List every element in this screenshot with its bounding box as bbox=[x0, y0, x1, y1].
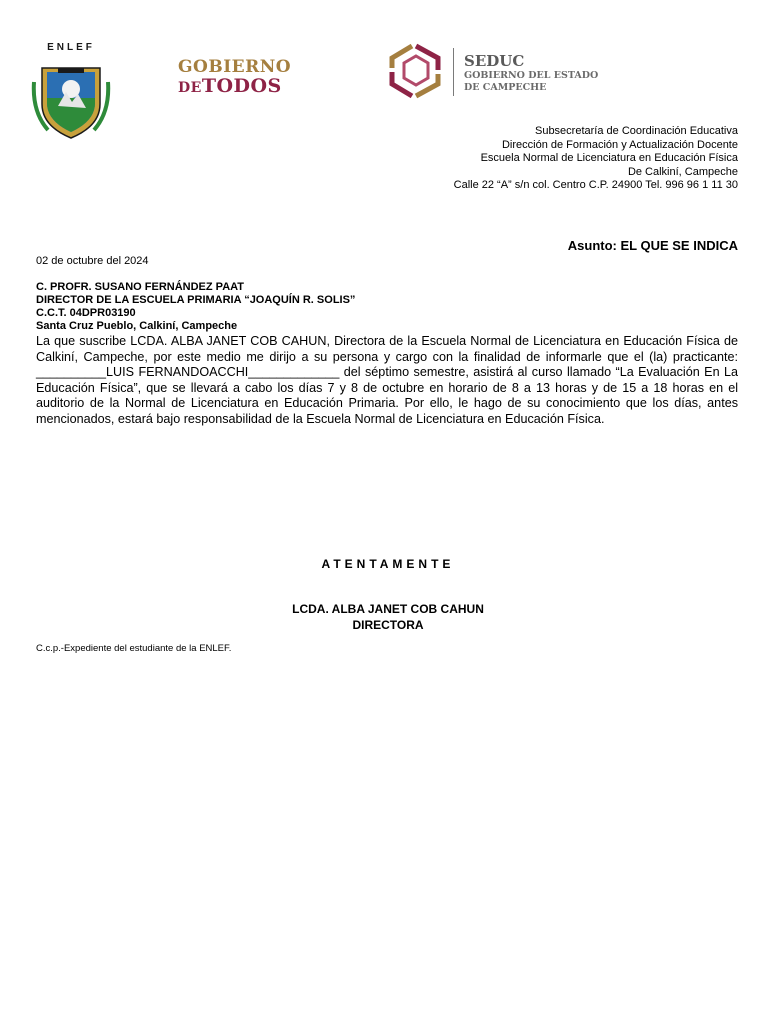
institution-address bbox=[318, 125, 738, 193]
enlef-shield-icon bbox=[28, 42, 114, 142]
signer-title: DIRECTORA bbox=[352, 617, 424, 632]
seduc-logo bbox=[386, 40, 606, 102]
address-line: Dirección de Formación y Actualización Docente bbox=[501, 138, 738, 151]
address-line: Escuela Normal de Licenciatura en Educación Física bbox=[480, 152, 738, 165]
recipient-line: C.C.T. 04DPR03190 bbox=[36, 307, 136, 319]
recipient-line: Santa Cruz Pueblo, Calkiní, Campeche bbox=[36, 320, 238, 332]
seduc-separator bbox=[453, 48, 454, 96]
gobierno-line2 bbox=[178, 76, 290, 98]
enlef-logo-text: ENLEF bbox=[47, 42, 95, 53]
address-line: De Calkiní, Campeche bbox=[627, 165, 738, 178]
seduc-title: SEDUC bbox=[464, 52, 525, 70]
signer-name: LCDA. ALBA JANET COB CAHUN bbox=[292, 602, 484, 616]
enlef-logo bbox=[28, 42, 114, 142]
recipient-line: DIRECTOR DE LA ESCUELA PRIMARIA “JOAQUÍN R. SOLIS” bbox=[36, 294, 356, 306]
gobierno-line2-main: TODOS bbox=[201, 75, 282, 97]
recipient-line: C. PROFR. SUSANO FERNÁNDEZ PAAT bbox=[36, 281, 244, 293]
gobierno-line1: GOBIERNO bbox=[178, 57, 292, 77]
letter-body: La que suscribe LCDA. ALBA JANET COB CAHUN, Directora de la Escuela Normal de Licenciatura en Educación Física de Calkiní, Campeche, por este medio me dirijo a su persona y cargo con la finalidad de informarle que el (la) practicante: __________LUIS FERNANDOACCHI_____________ del séptimo semestre, asistirá al curso llamado “La Evaluación En La Educación Física”, que se llevará a cabo los días 7 y 8 de octubre en horario de 8 a 13 horas y de 15 a 18 horas en el auditorio de la Normal de Licenciatura en Educación Primaria. Por ello, le hago de su conocimiento que los días, antes mencionados, estará bajo responsabilidad de la Escuela Normal de Licenciatura en Educación Física. bbox=[36, 334, 738, 426]
recipient-block bbox=[36, 281, 355, 333]
seduc-subtitle-line1: GOBIERNO DEL ESTADO bbox=[464, 70, 599, 81]
asunto: Asunto: EL QUE SE INDICA bbox=[567, 238, 738, 253]
letter-date: 02 de octubre del 2024 bbox=[36, 255, 149, 267]
seduc-subtitle-line2: DE CAMPECHE bbox=[464, 82, 547, 93]
closing-atentamente: ATENTAMENTE bbox=[321, 557, 455, 571]
gobierno-de-todos-logo bbox=[178, 58, 290, 98]
address-line: Calle 22 “A” s/n col. Centro C.P. 24900 Tel. 996 96 1 11 30 bbox=[453, 179, 738, 192]
seduc-subtitle bbox=[464, 70, 598, 94]
seduc-emblem-icon bbox=[386, 40, 446, 102]
signature-block bbox=[0, 602, 768, 633]
carbon-copy-note: C.c.p.-Expediente del estudiante de la ENLEF. bbox=[36, 643, 232, 654]
address-line: Subsecretaría de Coordinación Educativa bbox=[534, 125, 738, 137]
gobierno-line2-prefix: DE bbox=[178, 80, 202, 96]
